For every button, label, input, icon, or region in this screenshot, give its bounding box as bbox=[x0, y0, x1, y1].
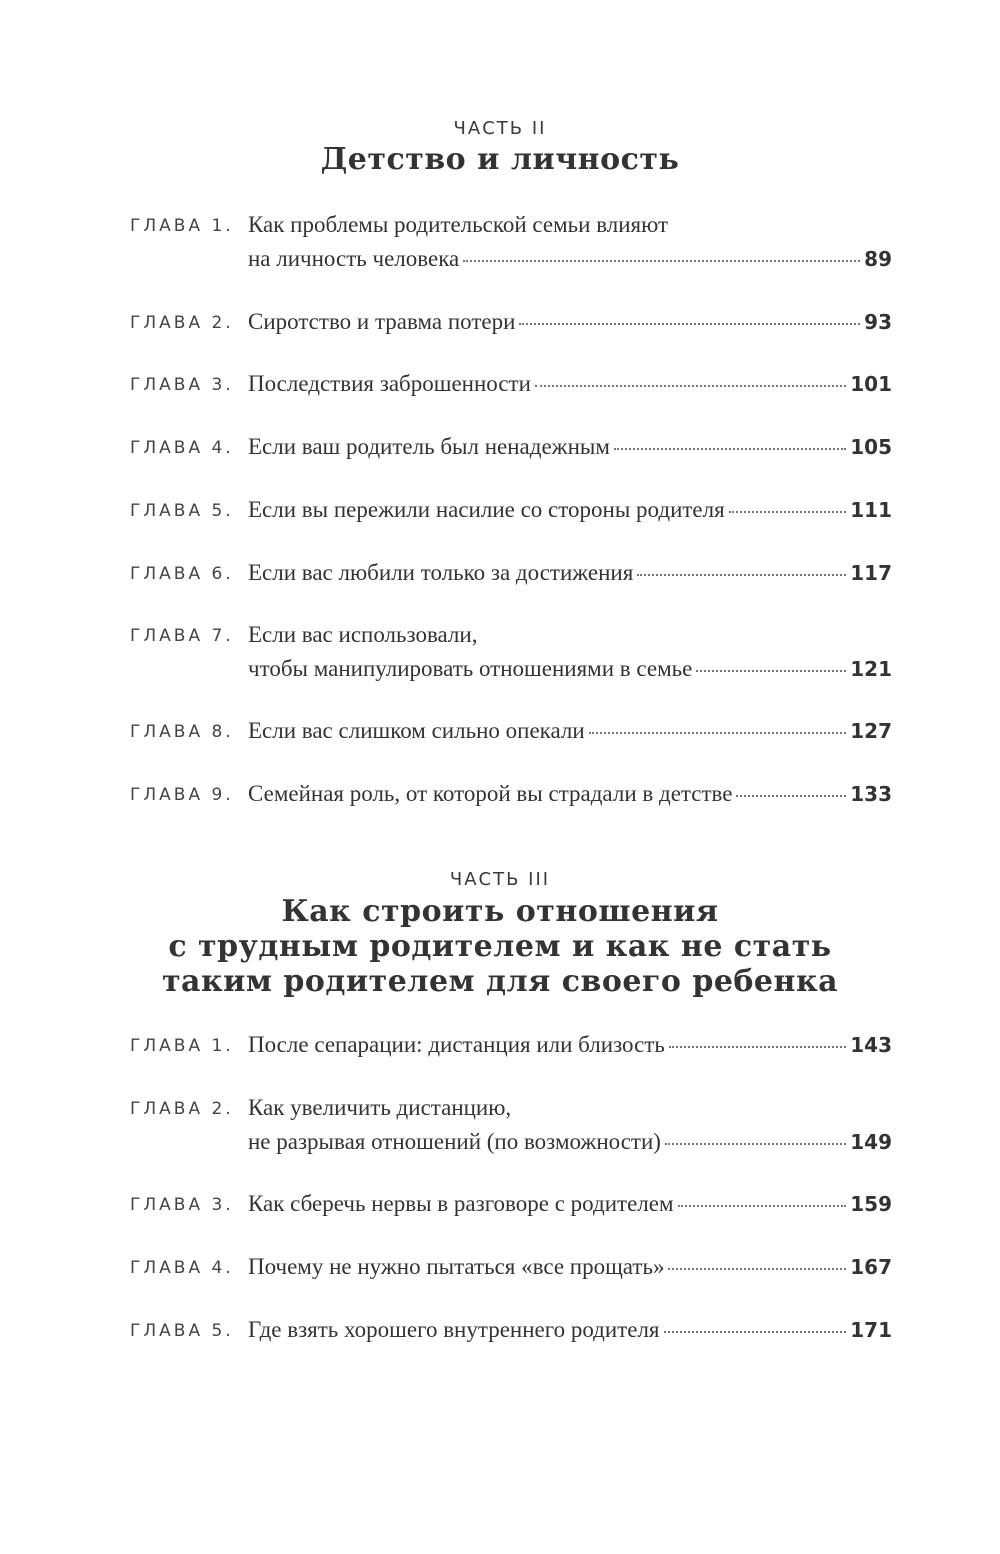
dot-leader bbox=[535, 385, 846, 387]
chapter-title-line: Как проблемы родительской семьи влияют bbox=[248, 212, 669, 237]
dot-leader bbox=[669, 1046, 846, 1048]
page-number: 111 bbox=[850, 498, 892, 522]
page-number: 127 bbox=[850, 719, 892, 743]
page-number: 117 bbox=[850, 561, 892, 585]
chapter-label: ГЛАВА 3. bbox=[130, 1195, 234, 1215]
page-number: 133 bbox=[850, 782, 892, 806]
dot-leader bbox=[665, 1143, 846, 1145]
toc-entry[interactable] bbox=[0, 214, 1000, 294]
page-number: 143 bbox=[850, 1033, 892, 1057]
chapter-title: Если вы пережили насилие со стороны родителя bbox=[248, 497, 725, 522]
chapter-title: Где взять хорошего внутреннего родителя bbox=[248, 1317, 660, 1342]
chapter-label: ГЛАВА 6. bbox=[130, 564, 234, 584]
page-number: 171 bbox=[850, 1318, 892, 1342]
page-number: 93 bbox=[864, 310, 892, 334]
toc-entry[interactable] bbox=[0, 783, 1000, 863]
chapter-label: ГЛАВА 1. bbox=[130, 1036, 234, 1056]
page-number: 167 bbox=[850, 1255, 892, 1279]
chapter-label: ГЛАВА 5. bbox=[130, 501, 234, 521]
dot-leader bbox=[696, 670, 846, 672]
chapter-title-line: не разрывая отношений (по возможности) bbox=[248, 1129, 661, 1154]
part-2-title: Детство и личность bbox=[320, 142, 680, 177]
page-number: 89 bbox=[864, 247, 892, 271]
chapter-title: Если вас слишком сильно опекали bbox=[248, 718, 585, 743]
dot-leader bbox=[678, 1205, 847, 1207]
chapter-title-line: Как увеличить дистанцию, bbox=[248, 1095, 512, 1120]
page-number: 159 bbox=[850, 1192, 892, 1216]
chapter-title-line: Если вас использовали, bbox=[248, 622, 478, 647]
chapter-title: Почему не нужно пытаться «все прощать» bbox=[248, 1254, 665, 1279]
chapter-title-line: чтобы манипулировать отношениями в семье bbox=[248, 656, 693, 681]
dot-leader bbox=[668, 1268, 846, 1270]
chapter-label: ГЛАВА 4. bbox=[130, 1258, 234, 1278]
chapter-label: ГЛАВА 3. bbox=[130, 375, 234, 395]
chapter-label: ГЛАВА 4. bbox=[130, 438, 234, 458]
page-number: 105 bbox=[850, 435, 892, 459]
dot-leader bbox=[637, 574, 846, 576]
chapter-title: Последствия заброшенности bbox=[248, 371, 531, 396]
part-3-title-line: Как строить отношения bbox=[281, 894, 719, 929]
chapter-title: Если вас любили только за достижения bbox=[248, 560, 634, 585]
chapter-title: Семейная роль, от которой вы страдали в детстве bbox=[248, 781, 733, 806]
part-3-label: ЧАСТЬ III bbox=[449, 869, 551, 890]
chapter-label: ГЛАВА 5. bbox=[130, 1321, 234, 1341]
part-3-title-line: таким родителем для своего ребенка bbox=[161, 964, 839, 999]
chapter-label: ГЛАВА 7. bbox=[130, 626, 234, 646]
dot-leader bbox=[614, 448, 846, 450]
dot-leader bbox=[463, 260, 860, 262]
chapter-title: Сиротство и травма потери bbox=[248, 309, 516, 334]
part-3-title-line: с трудным родителем и как не стать bbox=[168, 929, 832, 964]
chapter-title-line: на личность человека bbox=[248, 246, 460, 271]
chapter-title: После сепарации: дистанция или близость bbox=[248, 1032, 665, 1057]
page-number: 149 bbox=[850, 1130, 892, 1154]
chapter-title: Если ваш родитель был ненадежным bbox=[248, 434, 610, 459]
dot-leader bbox=[729, 511, 847, 513]
chapter-label: ГЛАВА 1. bbox=[130, 216, 234, 236]
dot-leader bbox=[519, 323, 860, 325]
toc-entry[interactable] bbox=[0, 1319, 1000, 1399]
dot-leader bbox=[736, 795, 846, 797]
chapter-label: ГЛАВА 2. bbox=[130, 313, 234, 333]
page-number: 101 bbox=[850, 372, 892, 396]
chapter-title: Как сберечь нервы в разговоре с родителем bbox=[248, 1191, 674, 1216]
toc-entry[interactable] bbox=[0, 624, 1000, 704]
chapter-label: ГЛАВА 2. bbox=[130, 1099, 234, 1119]
page-number: 121 bbox=[850, 657, 892, 681]
chapter-label: ГЛАВА 8. bbox=[130, 722, 234, 742]
toc-entry[interactable] bbox=[0, 1097, 1000, 1177]
dot-leader bbox=[664, 1331, 847, 1333]
chapter-label: ГЛАВА 9. bbox=[130, 785, 234, 805]
part-2-label: ЧАСТЬ II bbox=[453, 118, 547, 139]
dot-leader bbox=[589, 732, 847, 734]
